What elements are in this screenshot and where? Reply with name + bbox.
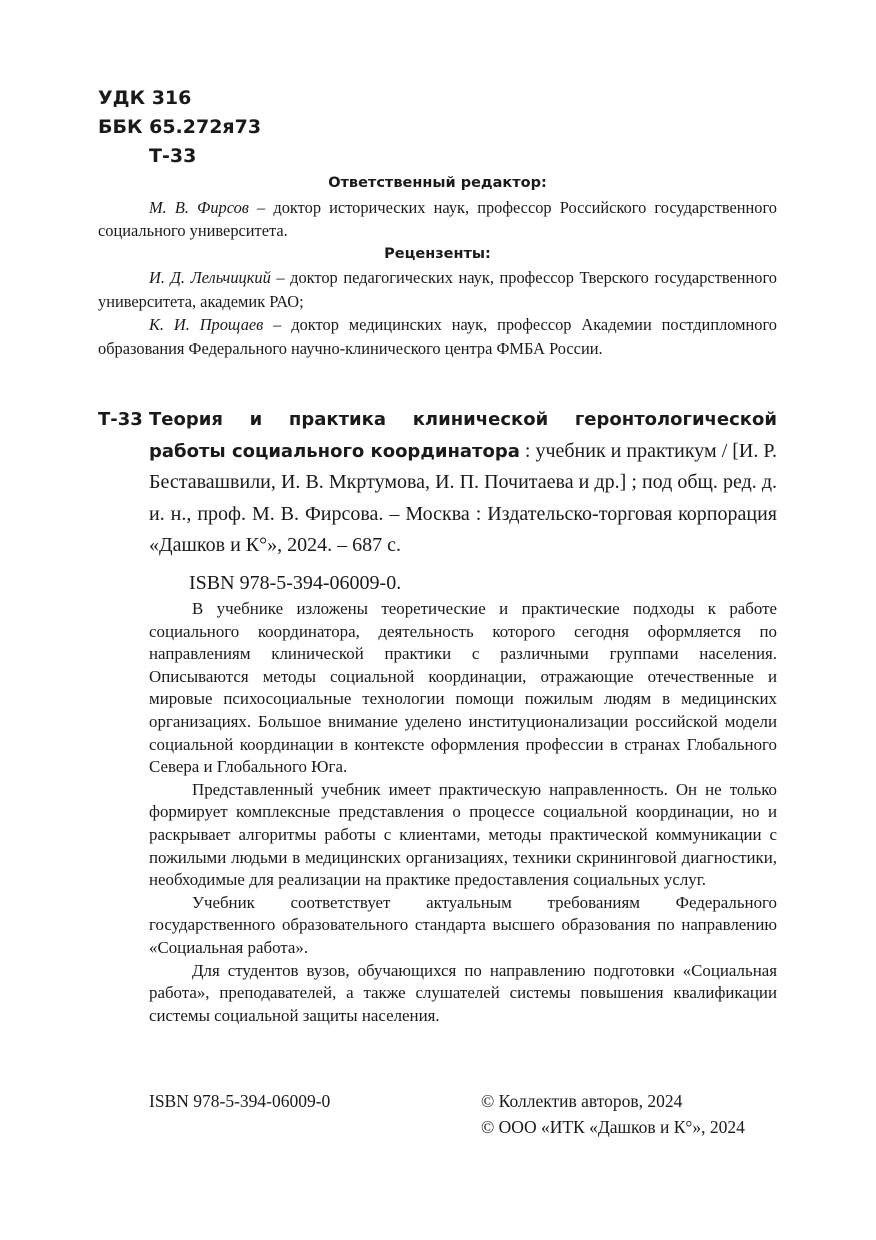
- entry-text: [149, 404, 777, 562]
- bibliographic-entry: [98, 404, 777, 599]
- editor-desc: – доктор исторических наук, профессор Российского государственного социального университета.: [98, 197, 777, 240]
- reviewer-name: И. Д. Лельчицкий: [149, 268, 271, 287]
- reviewer-paragraph: [98, 266, 777, 313]
- reviewer-desc: – доктор медицинских наук, профессор Академии постдипломного образования Федерального научно-клинического центра ФМБА России.: [98, 315, 777, 358]
- classification-codes: [98, 84, 261, 171]
- reviewer-paragraph: [98, 313, 777, 360]
- annotation-paragraph: В учебнике изложены теоретические и практические подходы к работе социального координатора, деятельность которого сегодня оформляется по направлениям клинической практики с различными группами населения. Описываются методы социальной координации, отражающие отечественные и мировые психосоциальные технологии помощи пожилым людям в медицинских организациях. Большое внимание уделено институционализации российской модели социальной координации в контексте оформления профессии в странах Глобального Севера и Глобального Юга.: [149, 599, 777, 777]
- udk-code: УДК 316: [98, 87, 192, 109]
- editor-paragraph: [98, 196, 777, 243]
- reviewers-heading: Рецензенты:: [384, 245, 491, 262]
- annotation-paragraph: Учебник соответствует актуальным требованиям Федерального государственного образовательного стандарта высшего образования по направлению «Социальная работа».: [149, 892, 777, 957]
- reviewer-desc: – доктор педагогических наук, профессор Тверского государственного университета, академик РАО;: [98, 268, 777, 311]
- credits-block: [98, 172, 777, 360]
- book-title: Теория и практика клинической геронтологической работы социального координатора: [149, 409, 777, 462]
- entry-code: Т-33: [98, 409, 143, 430]
- copyright-publisher: © ООО «ИТК «Дашков и К°», 2024: [481, 1116, 745, 1137]
- annotation-paragraph: Представленный учебник имеет практическую направленность. Он не только формирует комплексные представления о процессе социальной координации, но и раскрывает алгоритмы работы с клиентами, методы практической коммуникации с пожилыми людьми в медицинских организациях, техники скрининговой диагностики, необходимые для реализации на практике предоставления социальных услуг.: [149, 779, 777, 890]
- editor-name: М. В. Фирсов: [149, 197, 249, 217]
- copyright-block: [481, 1089, 745, 1140]
- copyright-authors: © Коллектив авторов, 2024: [481, 1091, 683, 1111]
- author-mark: Т-33: [149, 145, 197, 167]
- reviewer-name: К. И. Прощаев: [149, 315, 264, 334]
- annotation: [149, 598, 777, 1027]
- annotation-paragraph: Для студентов вузов, обучающихся по направлению подготовки «Социальная работа», преподавателей, а также слушателей системы повышения квалификации системы социальной защиты населения.: [149, 960, 777, 1025]
- footer-isbn: ISBN 978-5-394-06009-0: [149, 1091, 331, 1111]
- editor-heading: Ответственный редактор:: [328, 175, 547, 191]
- entry-isbn: ISBN 978-5-394-06009-0.: [189, 571, 402, 594]
- bbk-code: ББК 65.272я73: [98, 116, 262, 138]
- entry-details: : учебник и практикум / [И. Р. Беставашвили, И. В. Мкртумова, И. П. Почитаева и др.] ; под общ. ред. д. и. н., проф. М. В. Фирсова. – Москва : Издательско-торговая корпорация «Дашков и К°», 2024. – 687 с.: [149, 439, 777, 556]
